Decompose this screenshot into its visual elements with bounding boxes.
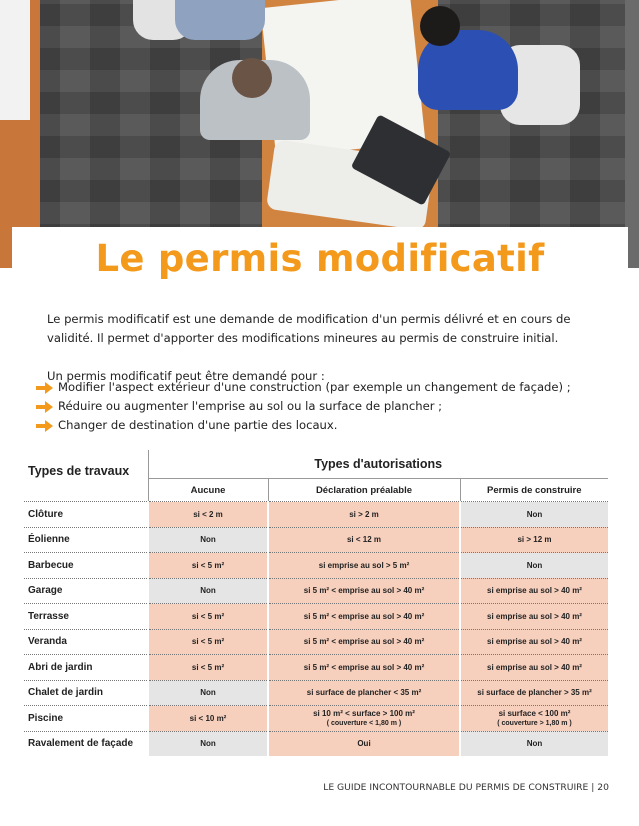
page-title: Le permis modificatif	[95, 236, 545, 280]
cell-text: si < 10 m²	[189, 713, 227, 723]
page-footer: LE GUIDE INCONTOURNABLE DU PERMIS DE CONSTRUIRE | 20	[323, 782, 609, 793]
table-cell	[148, 680, 268, 706]
row-label: Terrasse	[24, 604, 148, 630]
cell-text: si surface de plancher > 35 m²	[477, 688, 592, 698]
table-cell	[460, 578, 608, 604]
bullet-list	[36, 378, 606, 435]
table-cell	[148, 706, 268, 732]
bullet-text: Réduire ou augmenter l'emprise au sol ou la surface de plancher ;	[58, 399, 443, 413]
intro-lead: Un permis modificatif peut être demandé pour :	[47, 369, 325, 383]
table-row	[24, 706, 608, 732]
table-cell	[460, 553, 608, 579]
table-row	[24, 680, 608, 706]
column-header-aucune: Aucune	[148, 479, 268, 502]
table-cell	[148, 731, 268, 756]
table-cell	[460, 706, 608, 732]
cell-text: si > 12 m	[517, 535, 552, 545]
table-cell	[460, 604, 608, 630]
list-item	[36, 397, 606, 416]
cell-text: si 5 m² < emprise au sol > 40 m²	[303, 637, 425, 647]
cell-text: si emprise au sol > 40 m²	[487, 637, 582, 647]
cell-text: si < 5 m²	[191, 560, 225, 570]
table-cell	[148, 655, 268, 681]
table-cell	[460, 527, 608, 553]
table-cell	[268, 680, 460, 706]
cell-text: Non	[200, 535, 216, 545]
table-cell	[148, 578, 268, 604]
table-row	[24, 527, 608, 553]
table-row	[24, 731, 608, 756]
table-row	[24, 604, 608, 630]
arrow-right-icon	[36, 382, 53, 394]
table-cell	[460, 731, 608, 756]
photo-panel	[0, 0, 30, 120]
table-cell	[148, 553, 268, 579]
cell-text: si < 5 m²	[191, 637, 225, 647]
table-body	[24, 502, 608, 757]
table-cell	[268, 655, 460, 681]
table-cell	[268, 527, 460, 553]
table-cell	[460, 680, 608, 706]
table-cell	[268, 578, 460, 604]
row-label: Clôture	[24, 502, 148, 528]
table-row	[24, 553, 608, 579]
row-label: Ravalement de façade	[24, 731, 148, 756]
row-label: Abri de jardin	[24, 655, 148, 681]
cell-text: Non	[200, 739, 216, 749]
cell-text: si > 2 m	[349, 509, 379, 519]
cell-text: Non	[526, 560, 543, 570]
column-header-declaration: Déclaration préalable	[268, 479, 460, 502]
arrow-right-icon	[36, 401, 53, 413]
table-cell	[268, 706, 460, 732]
cell-text: si 5 m² < emprise au sol > 40 m²	[303, 662, 425, 672]
table-cell	[268, 502, 460, 528]
table-cell	[460, 655, 608, 681]
photo-head-woman	[420, 6, 460, 46]
table-cell	[148, 502, 268, 528]
row-label: Chalet de jardin	[24, 680, 148, 706]
table-cell	[460, 629, 608, 655]
table-row	[24, 578, 608, 604]
cell-text: Non	[200, 688, 216, 698]
table-cell	[268, 629, 460, 655]
photo-head-man	[232, 58, 272, 98]
list-item	[36, 378, 606, 397]
cell-text: si surface de plancher < 35 m²	[306, 688, 422, 698]
table-cell	[148, 629, 268, 655]
cell-text: Non	[526, 509, 543, 519]
cell-text: Oui	[357, 739, 371, 749]
cell-text: si emprise au sol > 40 m²	[487, 586, 582, 596]
table-row	[24, 655, 608, 681]
row-label: Veranda	[24, 629, 148, 655]
table-header-types-de-travaux: Types de travaux	[28, 464, 130, 478]
cell-text: si < 5 m²	[191, 662, 225, 672]
row-label: Éolienne	[24, 527, 148, 553]
cell-text: si emprise au sol > 40 m²	[487, 611, 582, 621]
row-label: Garage	[24, 578, 148, 604]
cell-text: si surface < 100 m²	[498, 709, 571, 719]
cell-text: si 10 m² < surface > 100 m²	[313, 709, 415, 719]
cell-text: Non	[200, 586, 216, 596]
bullet-text: Modifier l'aspect extérieur d'une construction (par exemple un changement de façade) ;	[58, 380, 571, 394]
intro-paragraph: Le permis modificatif est une demande de modification d'un permis délivré et en cours de validité. Il permet d'apporter des modifications mineures au permis de construire initial.	[47, 312, 571, 345]
cell-text: Non	[526, 739, 543, 749]
table-header-types-autorisations: Types d'autorisations	[148, 450, 608, 479]
cell-text: si emprise au sol > 40 m²	[487, 662, 582, 672]
table-cell	[268, 553, 460, 579]
authorization-table	[24, 450, 608, 756]
table-cell	[268, 731, 460, 756]
cell-text: si 5 m² < emprise au sol > 40 m²	[303, 611, 425, 621]
cell-text: si < 12 m	[346, 535, 382, 545]
bullet-text: Changer de destination d'une partie des locaux.	[58, 418, 338, 432]
row-label: Piscine	[24, 706, 148, 732]
table-row	[24, 502, 608, 528]
cell-text: si emprise au sol > 5 m²	[318, 560, 410, 570]
column-header-permis: Permis de construire	[460, 479, 608, 502]
table-cell	[148, 527, 268, 553]
cell-text: si 5 m² < emprise au sol > 40 m²	[303, 586, 425, 596]
table-row	[24, 629, 608, 655]
cell-subtext: ( couverture < 1,80 m )	[326, 720, 402, 728]
cell-text: si < 2 m	[193, 509, 223, 519]
photo-person-top	[175, 0, 265, 40]
table-cell	[268, 604, 460, 630]
intro-text	[47, 310, 612, 386]
arrow-right-icon	[36, 420, 53, 432]
table-cell	[460, 502, 608, 528]
table-cell	[148, 604, 268, 630]
row-label: Barbecue	[24, 553, 148, 579]
list-item	[36, 416, 606, 435]
cell-text: si < 5 m²	[191, 611, 225, 621]
cell-subtext: ( couverture > 1,80 m )	[497, 720, 572, 728]
